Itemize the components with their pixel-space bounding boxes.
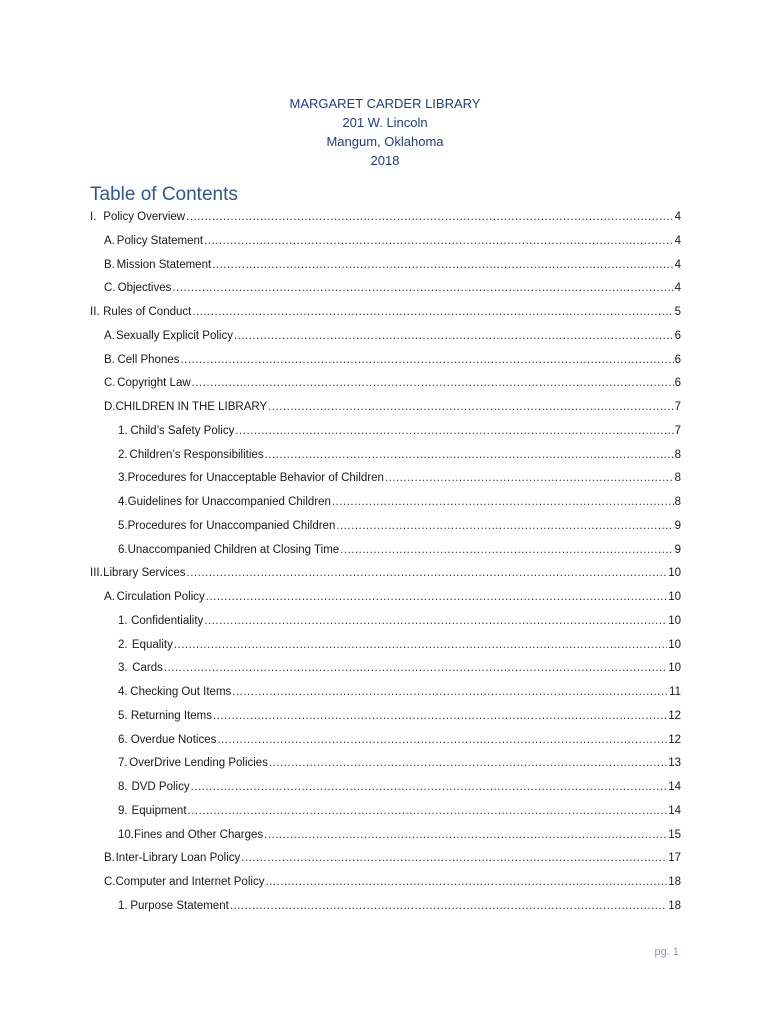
toc-entry-page: 11 — [669, 686, 681, 698]
toc-entry-label: Procedures for Unacceptable Behavior of Children — [127, 472, 384, 485]
toc-dot-leader — [180, 354, 673, 366]
toc-entry-number: A. — [104, 234, 115, 247]
toc-dot-leader — [265, 876, 667, 888]
toc-entry-label: Sexually Explicit Policy — [115, 329, 233, 342]
toc-entry-number: 6. — [118, 733, 128, 746]
toc-dot-leader — [269, 757, 667, 769]
toc-entry-page: 9 — [674, 519, 681, 532]
toc-entry[interactable] — [118, 544, 681, 562]
toc-entry-number: I. — [90, 211, 97, 223]
toc-dot-leader — [204, 235, 674, 247]
library-year: 2018 — [370, 153, 400, 168]
toc-entry-number: 3. — [118, 662, 128, 675]
toc-dot-leader — [192, 306, 673, 318]
toc-dot-leader — [232, 686, 668, 698]
toc-entry-page: 8 — [674, 448, 681, 461]
toc-entry-page: 6 — [674, 377, 681, 390]
toc-entry-page: 10 — [668, 614, 681, 627]
toc-entry-label: Cards — [132, 662, 163, 675]
toc-entry-page: 4 — [674, 211, 681, 223]
toc-entry-number: 6. — [118, 543, 128, 556]
library-header — [0, 94, 770, 170]
toc-entry-label: CHILDREN IN THE LIBRARY — [115, 401, 268, 413]
toc-entry-number: 4. — [118, 686, 128, 698]
toc-entry-number: B. — [104, 852, 115, 865]
toc-entry-number: C. — [104, 377, 116, 390]
toc-entry[interactable] — [104, 591, 681, 609]
toc-entry-label: Mission Statement — [116, 258, 212, 271]
toc-entry[interactable] — [118, 686, 681, 704]
toc-entry[interactable] — [104, 876, 681, 894]
toc-title: Table of Contents — [90, 184, 238, 205]
toc-entry-label: Objectives — [117, 282, 172, 295]
toc-entry-page: 12 — [668, 709, 681, 722]
toc-entry[interactable] — [118, 781, 681, 799]
toc-entry-number: C. — [104, 282, 116, 295]
toc-entry-number: III. — [90, 567, 103, 580]
toc-entry-label: Guidelines for Unaccompanied Children — [127, 496, 331, 508]
toc-dot-leader — [174, 639, 667, 651]
toc-entry-page: 14 — [668, 804, 681, 817]
toc-dot-leader — [212, 259, 673, 271]
toc-entry[interactable] — [104, 852, 681, 870]
page-number: pg. 1 — [654, 946, 679, 958]
toc-entry-label: Confidentiality — [131, 614, 204, 627]
toc-entry[interactable] — [118, 900, 681, 918]
toc-entry-label: OverDrive Lending Policies — [129, 757, 268, 770]
toc-entry-label: DVD Policy — [131, 781, 190, 793]
toc-entry-number: D. — [104, 401, 116, 413]
toc-dot-leader — [188, 805, 668, 817]
toc-entry-label: Library Services — [103, 567, 186, 580]
toc-dot-leader — [206, 591, 667, 603]
toc-entry-page: 8 — [674, 472, 681, 485]
toc-dot-leader — [230, 900, 667, 912]
toc-entry-number: 8. — [118, 781, 128, 793]
toc-dot-leader — [385, 472, 674, 484]
toc-dot-leader — [235, 425, 673, 437]
toc-dot-leader — [241, 852, 667, 864]
toc-entry-label: Policy Statement — [116, 234, 204, 247]
toc-entry[interactable] — [118, 757, 681, 775]
toc-dot-leader — [213, 710, 667, 722]
toc-entry-label: Inter-Library Loan Policy — [115, 852, 241, 865]
toc-entry-number: 3. — [118, 472, 128, 485]
toc-entry-page: 10 — [668, 638, 681, 651]
toc-entry-label: Checking Out Items — [130, 686, 232, 698]
toc-entry-page: 6 — [674, 329, 681, 342]
toc-entry[interactable] — [118, 639, 681, 657]
toc-dot-leader — [192, 377, 674, 389]
toc-entry-page: 4 — [674, 282, 681, 295]
toc-entry[interactable] — [118, 496, 681, 514]
toc-entry[interactable] — [104, 259, 681, 277]
toc-entry[interactable] — [118, 472, 681, 490]
toc-dot-leader — [264, 829, 667, 841]
toc-entry-label: Circulation Policy — [116, 591, 205, 603]
toc-entry-page: 10 — [668, 591, 681, 603]
toc-dot-leader — [268, 401, 673, 413]
toc-entry-page: 4 — [674, 258, 681, 271]
toc-entry-label: Procedures for Unaccompanied Children — [127, 519, 336, 532]
library-city: Mangum, Oklahoma — [326, 134, 444, 149]
toc-dot-leader — [186, 211, 674, 223]
toc-dot-leader — [204, 615, 667, 627]
toc-dot-leader — [217, 734, 667, 746]
toc-dot-leader — [336, 520, 673, 532]
toc-entry-label: Copyright Law — [117, 377, 191, 390]
toc-entry-number: C. — [104, 876, 116, 888]
toc-dot-leader — [172, 282, 673, 294]
toc-entry-number: 9. — [118, 804, 128, 817]
toc-entry-number: 4. — [118, 496, 128, 508]
toc-entry-page: 9 — [674, 543, 681, 556]
toc-entry-label: Child’s Safety Policy — [130, 424, 235, 437]
toc-entry-label: Cell Phones — [117, 353, 180, 366]
toc-entry-number: 7. — [118, 757, 128, 770]
toc-entry-page: 15 — [668, 828, 681, 841]
toc-entry[interactable] — [118, 520, 681, 538]
toc-entry[interactable] — [118, 829, 681, 847]
toc-entry-label: Policy Overview — [103, 211, 186, 223]
toc-dot-leader — [187, 567, 668, 579]
toc-entry[interactable] — [118, 662, 681, 680]
toc-dot-leader — [234, 330, 674, 342]
toc-entry-number: 5. — [118, 519, 128, 532]
library-street: 201 W. Lincoln — [342, 115, 428, 130]
toc-entry-label: Returning Items — [130, 709, 213, 722]
toc-entry[interactable] — [118, 615, 681, 633]
toc-entry-label: Rules of Conduct — [103, 306, 192, 318]
toc-entry-number: A. — [104, 591, 115, 603]
toc-entry-page: 18 — [668, 876, 681, 888]
toc-entry-number: 1. — [118, 614, 128, 627]
toc-dot-leader — [191, 781, 668, 793]
toc-entry[interactable] — [104, 377, 681, 395]
toc-entry-page: 7 — [674, 424, 681, 437]
toc-entry-number: B. — [104, 258, 115, 271]
toc-entry-page: 7 — [674, 401, 681, 413]
toc-dot-leader — [164, 662, 667, 674]
toc-entry[interactable] — [104, 354, 681, 372]
toc-entry-page: 5 — [674, 306, 681, 318]
toc-entry-number: 1. — [118, 899, 128, 912]
toc-entry[interactable] — [104, 282, 681, 300]
toc-entry[interactable] — [118, 805, 681, 823]
toc-entry[interactable] — [90, 211, 681, 229]
toc-entry-number: 1. — [118, 424, 128, 437]
toc-dot-leader — [265, 449, 674, 461]
toc-entry-page: 10 — [668, 662, 681, 675]
toc-entry-page: 8 — [674, 496, 681, 508]
toc-entry-page: 12 — [668, 733, 681, 746]
toc-entry-page: 6 — [674, 353, 681, 366]
toc-dot-leader — [332, 496, 674, 508]
toc-dot-leader — [340, 544, 673, 556]
toc-entry-number: II. — [90, 306, 100, 318]
toc-entry-label: Purpose Statement — [130, 899, 229, 912]
toc-entry[interactable] — [118, 710, 681, 728]
toc-entry-page: 17 — [668, 852, 681, 865]
toc-entry-label: Equipment — [131, 804, 187, 817]
toc-entry[interactable] — [90, 567, 681, 585]
toc-entry-label: Unaccompanied Children at Closing Time — [127, 543, 340, 556]
toc-entry-page: 10 — [668, 567, 681, 580]
toc-entry-page: 13 — [668, 757, 681, 770]
toc-entry-number: 5. — [118, 709, 128, 722]
toc-entry[interactable] — [90, 306, 681, 324]
toc-entry[interactable] — [104, 401, 681, 419]
toc-entry-number: 2. — [118, 638, 128, 651]
toc-entry-label: Equality — [131, 638, 173, 651]
toc-entry[interactable] — [104, 330, 681, 348]
toc-entry-number: 10. — [118, 828, 134, 841]
toc-entry[interactable] — [118, 449, 681, 467]
toc-entry-page: 18 — [668, 899, 681, 912]
toc-entry[interactable] — [104, 235, 681, 253]
toc-entry-page: 14 — [668, 781, 681, 793]
toc-entry-number: A. — [104, 329, 115, 342]
toc-entry-label: Overdue Notices — [130, 733, 217, 746]
toc-entry-label: Children’s Responsibilities — [129, 448, 264, 461]
toc-entry-label: Fines and Other Charges — [134, 828, 264, 841]
toc-entry[interactable] — [118, 734, 681, 752]
toc-entry[interactable] — [118, 425, 681, 443]
toc-entry-number: B. — [104, 353, 115, 366]
toc-entry-number: 2. — [118, 448, 128, 461]
toc-entry-page: 4 — [674, 234, 681, 247]
toc-entry-label: Computer and Internet Policy — [115, 876, 265, 888]
library-name: MARGARET CARDER LIBRARY — [289, 96, 481, 111]
